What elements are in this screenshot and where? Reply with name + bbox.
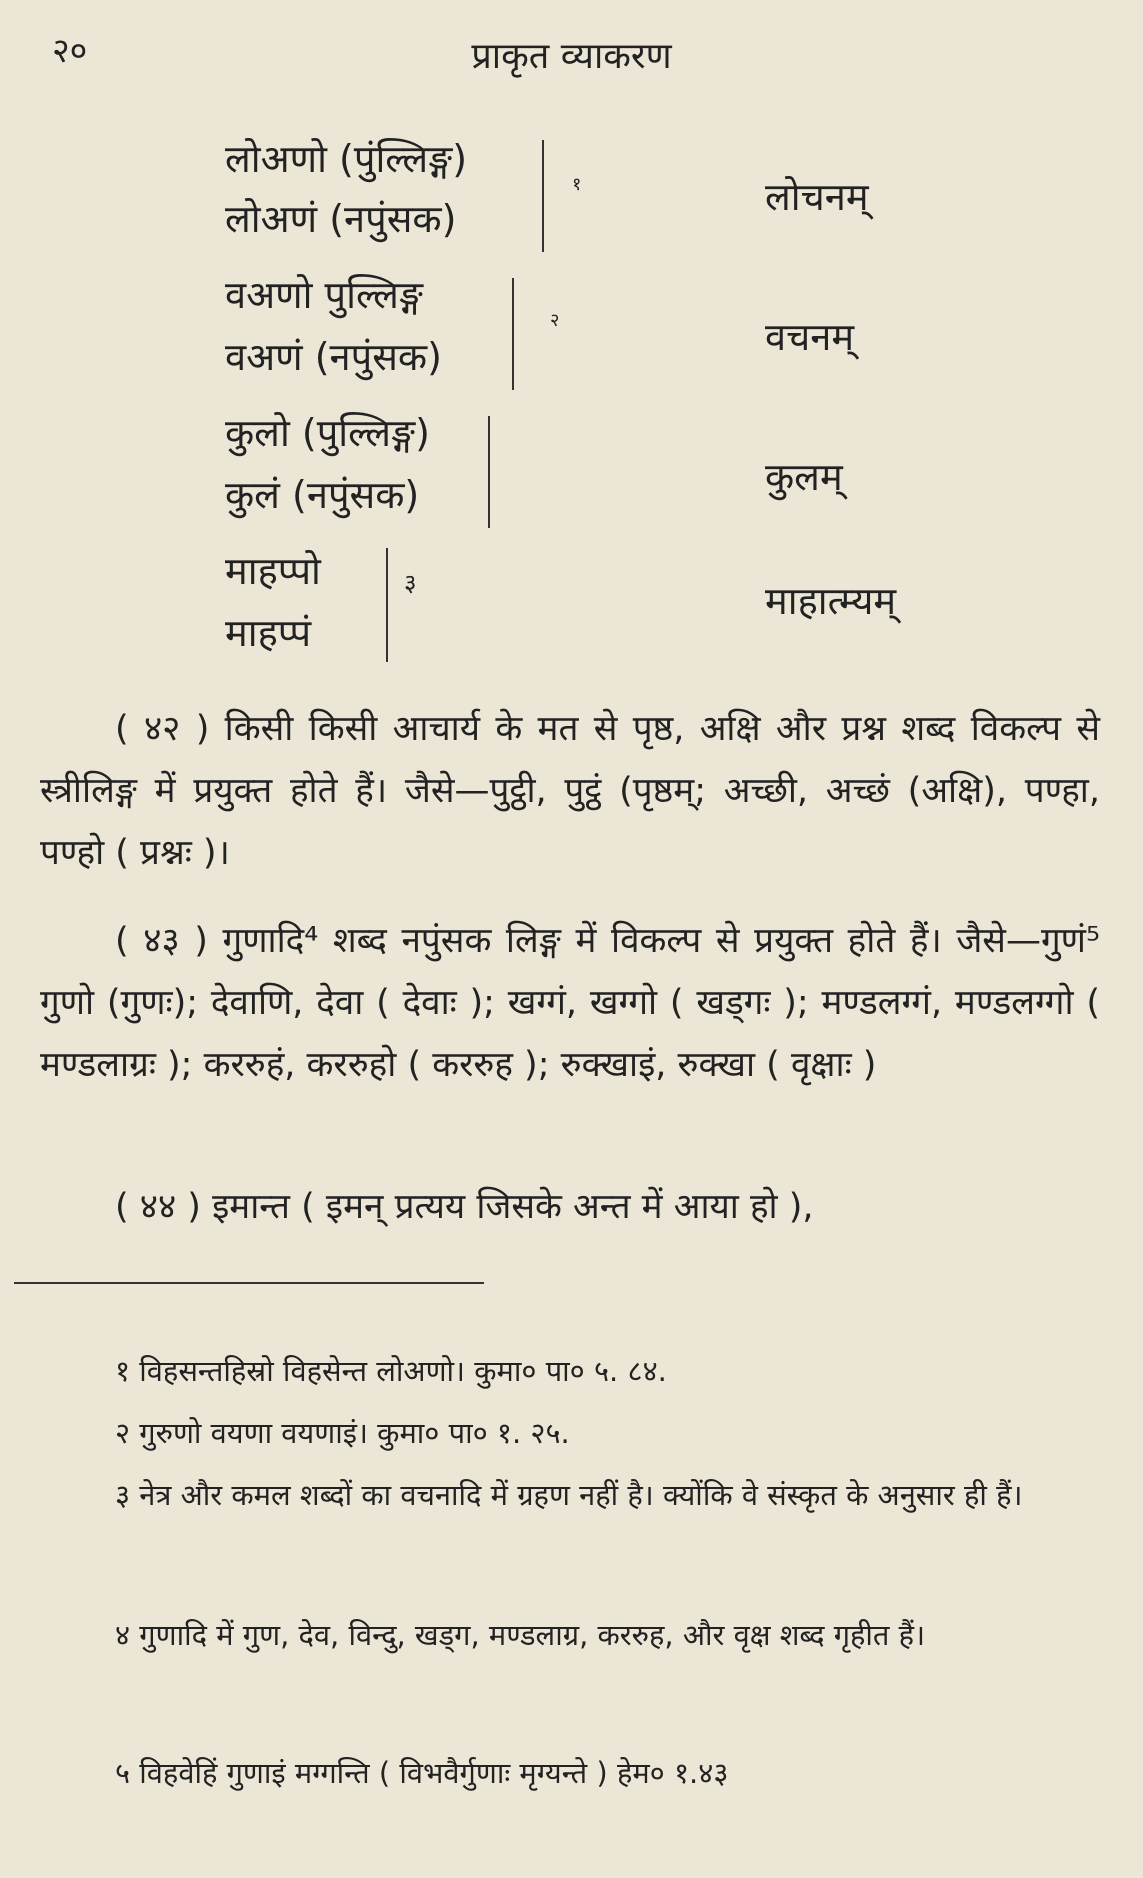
footnote-mark: २ (550, 310, 560, 331)
paragraph-43: ( ४३ ) गुणादि⁴ शब्द नपुंसक लिङ्ग में विकल्प से प्रयुक्त होते हैं। जैसे—गुणं⁵ गुणो (गुणः); देवाणि, देवा ( देवाः ); खग्गं, खग्गो ( खड्गः ); मण्डलग्गं, मण्डलग्गो ( मण्डलाग्रः ); कररुहं, कररुहो ( कररुह ); रुक्खाइं, रुक्खा ( वृक्षाः ) (40, 921, 1100, 1085)
footnote-mark: १ (572, 174, 582, 195)
word-form: कुलं (नपुंसक) (225, 473, 420, 517)
grouping-bracket (386, 548, 388, 662)
word-form: वअणं (नपुंसक) (225, 335, 442, 379)
footnote: ५ विहवेहिं गुणाइं मग्गन्ति ( विभवैर्गुणाः मृग्यन्ते ) हेम० १.४३ (115, 1756, 729, 1790)
sanskrit-equivalent: कुलम् (765, 455, 843, 499)
footnote: ४ गुणादि में गुण, देव, विन्दु, खड्ग, मण्डलाग्र, कररुह, और वृक्ष शब्द गृहीत हैं। (115, 1618, 926, 1652)
paragraph-42: ( ४२ ) किसी किसी आचार्य के मत से पृष्ठ, अक्षि और प्रश्न शब्द विकल्प से स्त्रीलिङ्ग में प्रयुक्त होते हैं। जैसे—पुट्ठी, पुट्ठं (पृष्ठम्; अच्छी, अच्छं (अक्षि), पण्हा, पण्हो ( प्रश्नः )। (40, 709, 1100, 873)
sanskrit-equivalent: माहात्म्यम् (765, 579, 897, 623)
page-title: प्राकृत व्याकरण (471, 36, 672, 77)
sanskrit-equivalent: लोचनम् (765, 175, 869, 219)
word-form: लोअणं (नपुंसक) (225, 197, 457, 241)
paragraph-44: ( ४४ ) इमान्त ( इमन् प्रत्यय जिसके अन्त में आया हो ), (115, 1187, 814, 1227)
word-form: लोअणो (पुंल्लिङ्ग) (225, 137, 468, 181)
footnote-divider (14, 1282, 484, 1284)
word-form: कुलो (पुल्लिङ्ग) (225, 411, 430, 455)
sanskrit-equivalent: वचनम् (765, 315, 855, 359)
page-number: २० (52, 31, 88, 71)
grouping-bracket (542, 140, 544, 252)
footnote: ३ नेत्र और कमल शब्दों का वचनादि में ग्रहण नहीं है। क्योंकि वे संस्कृत के अनुसार ही हैं। (115, 1478, 1023, 1512)
word-form: माहप्पो (225, 549, 321, 593)
footnote: १ विहसन्तहिस्रो विहसेन्त लोअणो। कुमा० पा० ५. ८४. (115, 1354, 667, 1388)
grouping-bracket (488, 416, 490, 528)
grouping-bracket (512, 278, 514, 390)
footnote-mark: ३ (404, 569, 417, 597)
word-form: माहप्पं (225, 611, 312, 655)
footnote: २ गुरुणो वयणा वयणाइं। कुमा० पा० १. २५. (115, 1416, 570, 1450)
word-form: वअणो पुल्लिङ्ग (225, 273, 423, 317)
